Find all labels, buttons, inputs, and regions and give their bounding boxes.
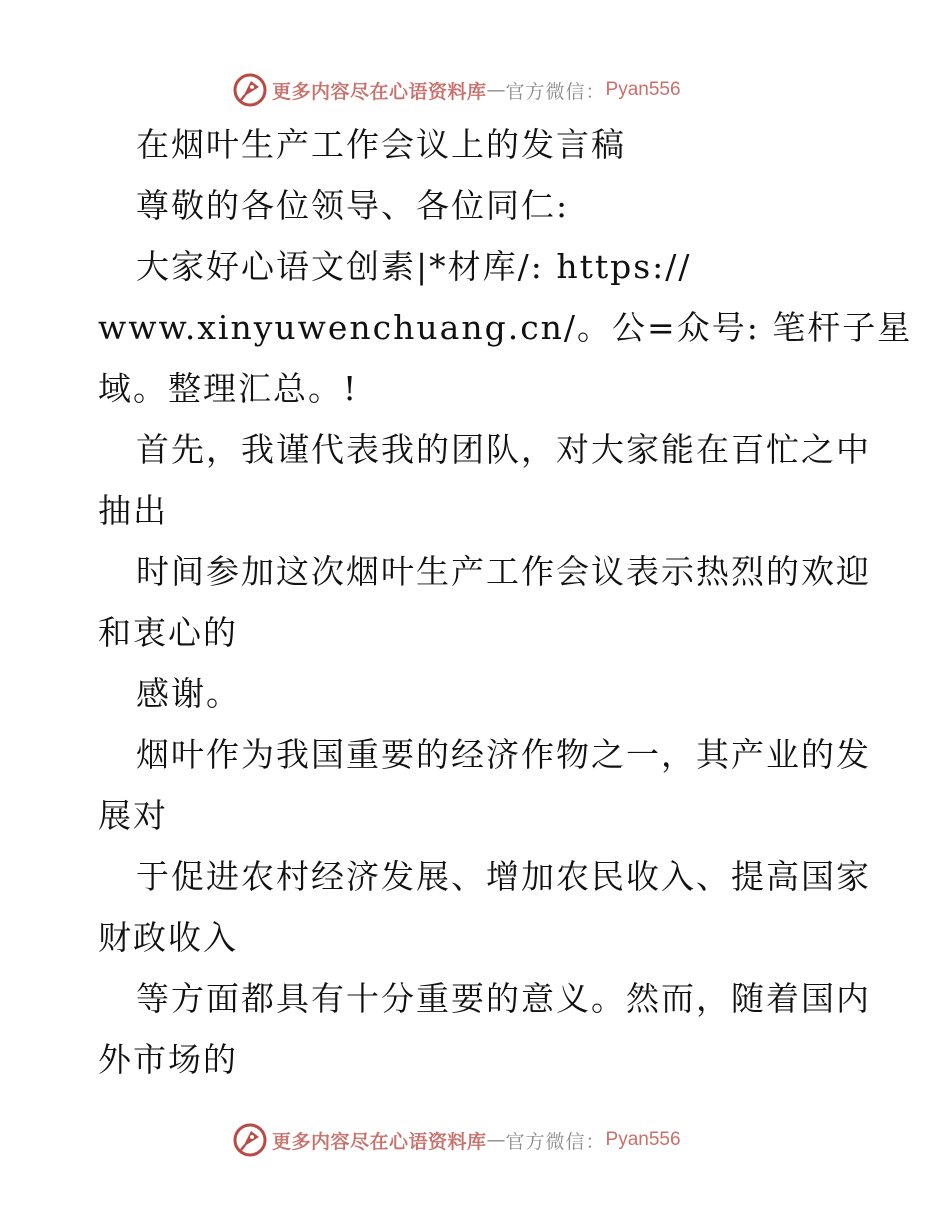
text-line: 大家好心语文创素|*材库/: https://: [136, 247, 692, 286]
text-line: 时间参加这次烟叶生产工作会议表示热烈的欢迎: [136, 552, 871, 591]
banner-brand-text: 更多内容尽在心语资料库: [272, 1130, 487, 1153]
text-line: www.xinyuwenchuang.cn/。公=众号: 笔杆子星: [98, 308, 913, 347]
banner-wechat-id: Pyan556: [605, 79, 681, 100]
text-line: 等方面都具有十分重要的意义。然而，随着国内: [136, 979, 871, 1018]
banner-brand-text: 更多内容尽在心语资料库: [272, 80, 487, 103]
footer-banner: [232, 1122, 681, 1158]
text-line: 首先，我谨代表我的团队，对大家能在百忙之中: [136, 430, 871, 469]
document-title: 在烟叶生产工作会议上的发言稿: [136, 125, 626, 164]
banner-wechat-label: 官方微信：: [505, 80, 606, 103]
header-banner: [232, 72, 681, 108]
text-line: 域。整理汇总。!: [98, 369, 359, 408]
text-line: 外市场的: [98, 1040, 238, 1079]
banner-wechat-label: 官方微信：: [505, 1130, 606, 1153]
pen-nib-logo-icon: [232, 72, 268, 108]
salutation-line: 尊敬的各位领导、各位同仁:: [136, 186, 570, 225]
document-body: [98, 114, 913, 1090]
banner-wechat-id: Pyan556: [605, 1129, 681, 1150]
text-line: 财政收入: [98, 918, 238, 957]
pen-nib-logo-icon: [232, 1122, 268, 1158]
text-line: 感谢。: [136, 674, 241, 713]
text-line: 于促进农村经济发展、增加农民收入、提高国家: [136, 857, 871, 896]
banner-dash: —: [486, 1129, 506, 1151]
text-line: 展对: [98, 796, 168, 835]
text-line: 烟叶作为我国重要的经济作物之一，其产业的发: [136, 735, 871, 774]
banner-dash: —: [486, 79, 506, 101]
text-line: 抽出: [98, 491, 168, 530]
text-line: 和衷心的: [98, 613, 238, 652]
